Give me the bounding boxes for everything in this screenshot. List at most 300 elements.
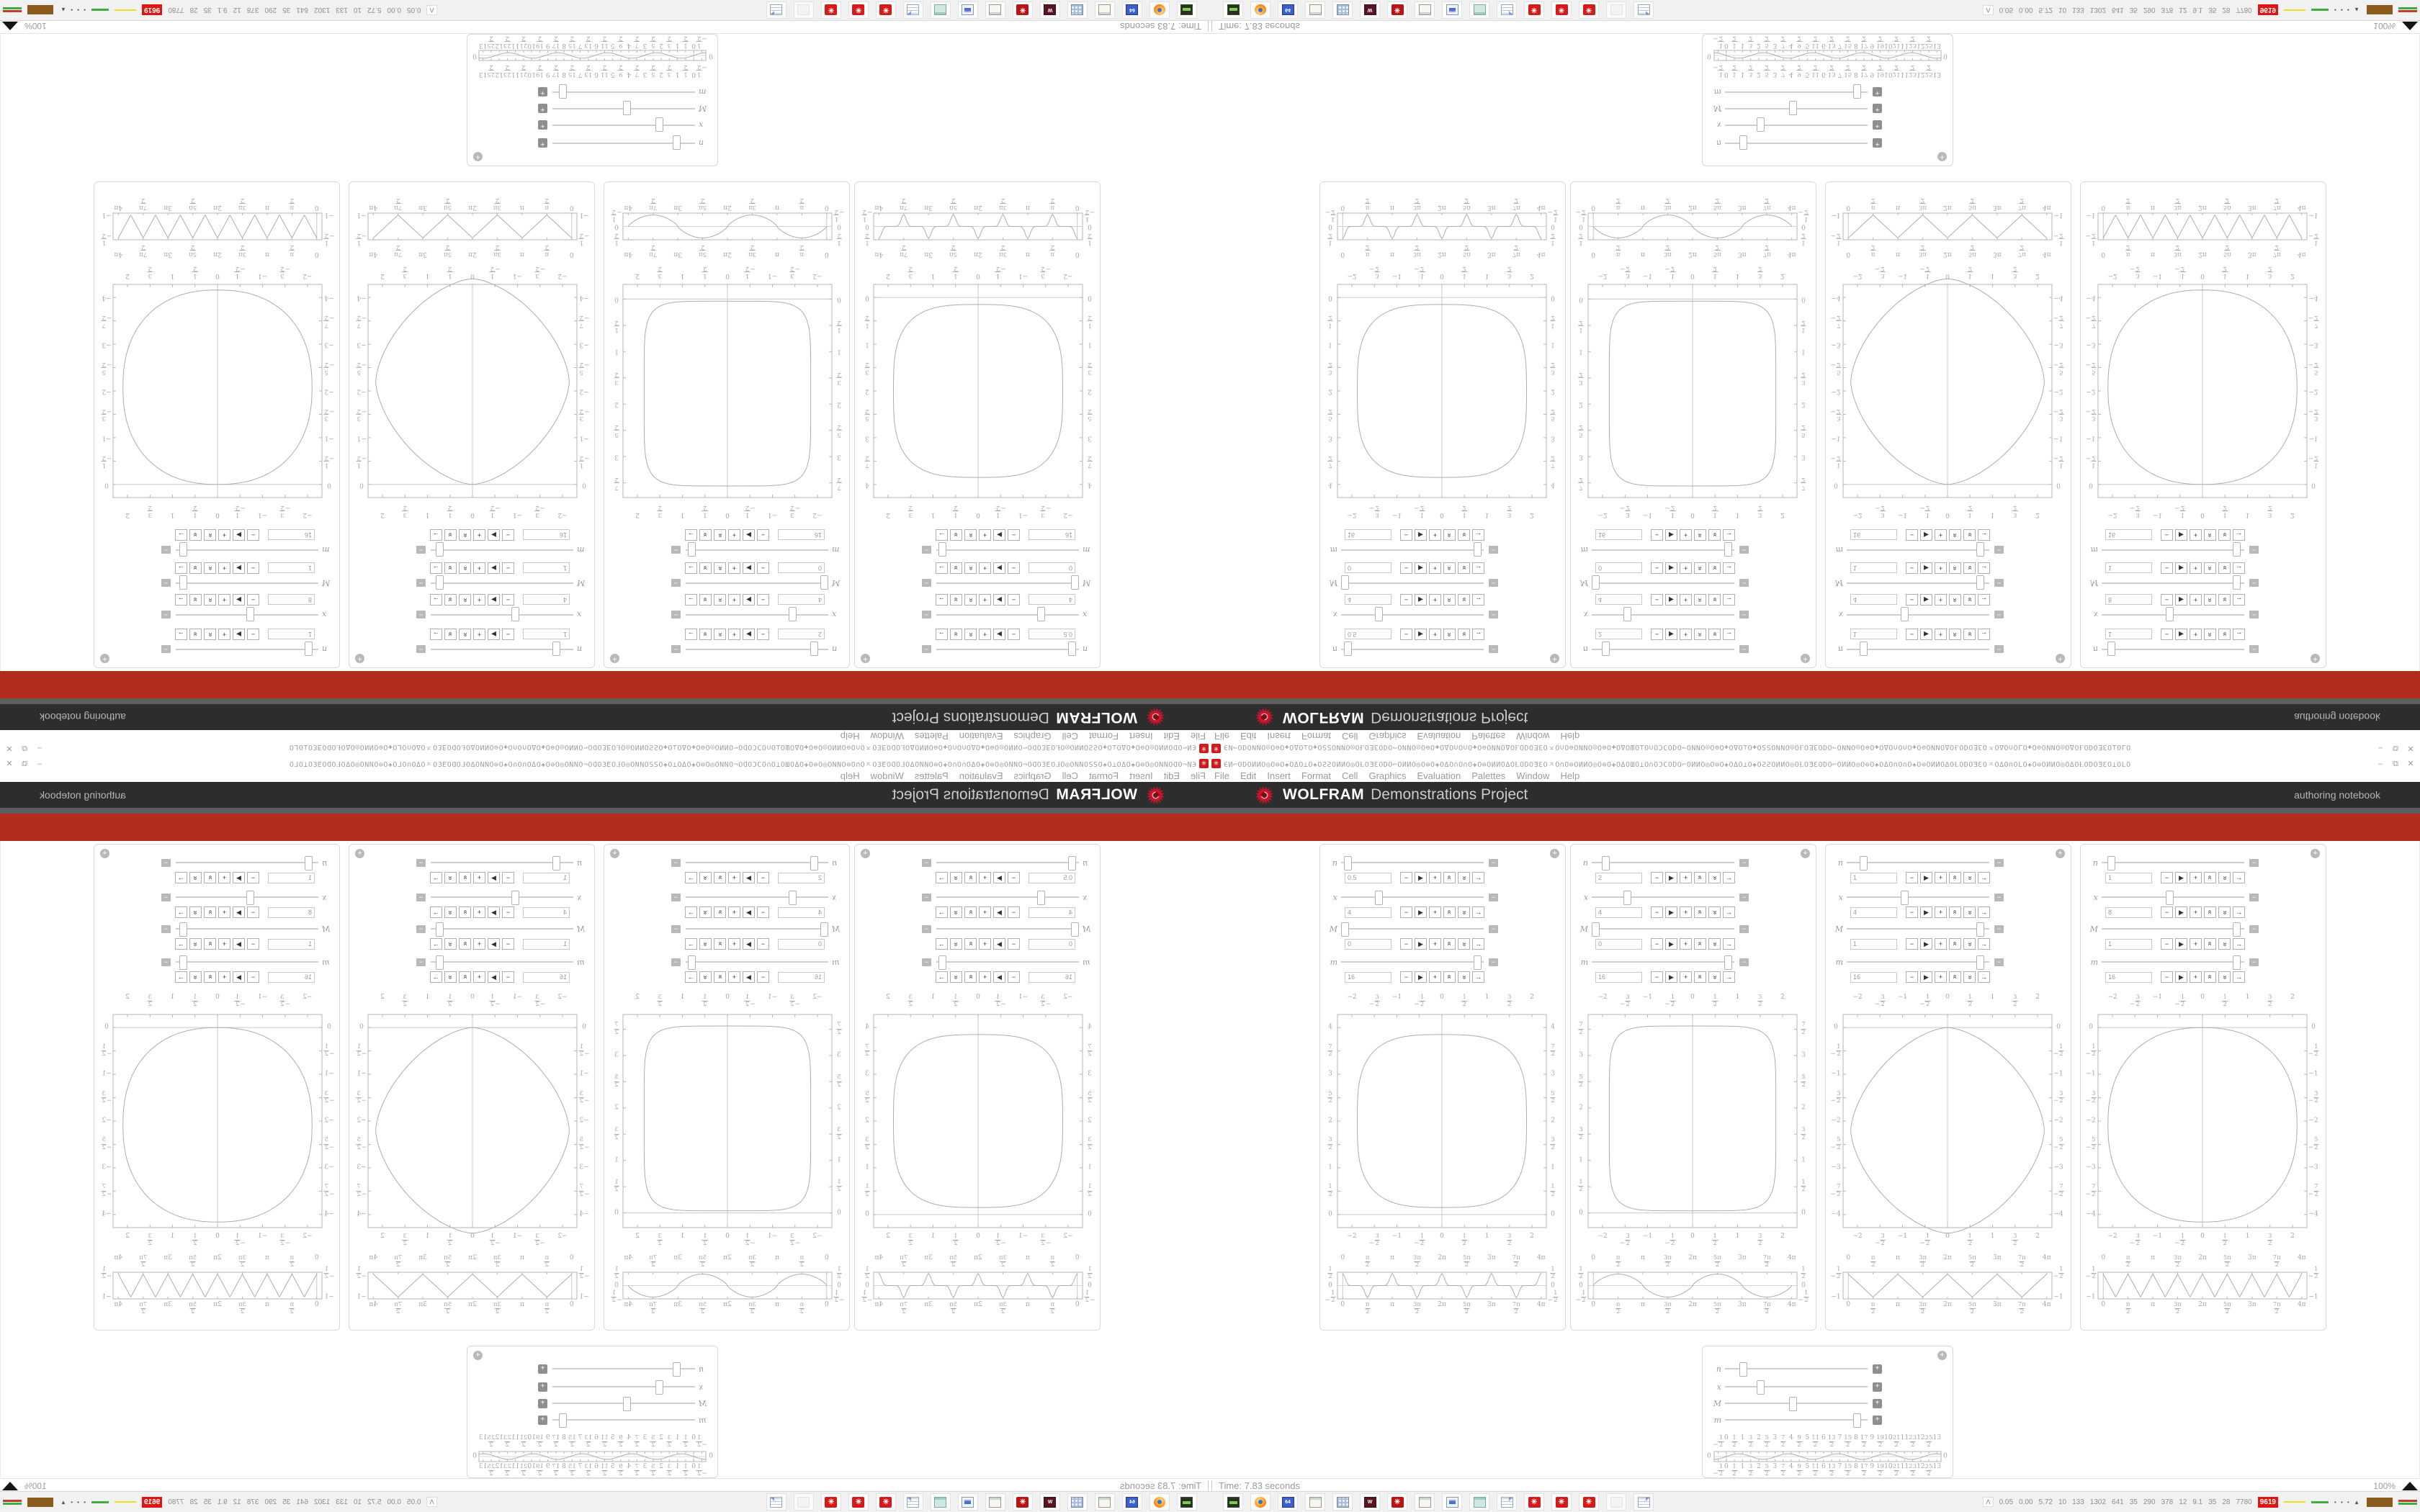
taskbar-icon-document-faded[interactable]: [1606, 1, 1626, 19]
faster-button[interactable]: »: [1694, 971, 1706, 983]
slower-button[interactable]: »: [444, 938, 457, 950]
menu-item-edit[interactable]: Edit: [1163, 731, 1180, 742]
decrement-button[interactable]: −: [757, 629, 769, 640]
taskbar-icon-floppy-64[interactable]: [1278, 1, 1298, 19]
step-forward-button[interactable]: →: [1723, 971, 1735, 983]
slider-track-m[interactable]: [2102, 544, 2244, 557]
slower-button[interactable]: »: [950, 562, 962, 574]
minimize-button[interactable]: –: [2378, 744, 2383, 752]
decrement-button[interactable]: −: [1651, 872, 1663, 883]
play-button[interactable]: ▶: [1665, 938, 1677, 950]
increment-button[interactable]: +: [1935, 971, 1947, 983]
step-forward-button[interactable]: →: [1723, 562, 1735, 574]
taskbar-icon-document-faded[interactable]: [794, 1493, 814, 1511]
tray-expander-icon[interactable]: ᐱ: [1983, 5, 1993, 15]
taskbar-icon-floppy-64[interactable]: [1122, 1, 1142, 19]
increment-button[interactable]: +: [2190, 906, 2202, 918]
taskbar-icon-drive-utility[interactable]: [1223, 1, 1243, 19]
slider-thumb-M[interactable]: [1341, 922, 1349, 937]
slower-button[interactable]: »: [1963, 938, 1976, 950]
step-forward-button[interactable]: →: [936, 872, 948, 883]
faster-button[interactable]: »: [1949, 872, 1961, 883]
step-forward-button[interactable]: →: [1978, 629, 1990, 640]
panel-options-icon[interactable]: +: [861, 849, 870, 858]
slider-thumb-n[interactable]: [1739, 135, 1747, 150]
faster-button[interactable]: »: [714, 594, 726, 606]
panel-options-icon[interactable]: +: [861, 654, 870, 663]
faster-button[interactable]: »: [714, 629, 726, 640]
slider-thumb-x[interactable]: [789, 607, 797, 621]
play-button[interactable]: ▶: [1415, 938, 1427, 950]
decrement-button[interactable]: −: [1651, 938, 1663, 950]
slider-thumb-x[interactable]: [1623, 607, 1631, 621]
collapse-controls-button[interactable]: −: [2249, 611, 2259, 619]
taskbar-icon-mathematica-rosette[interactable]: [821, 1493, 841, 1511]
play-button[interactable]: ▶: [1415, 906, 1427, 918]
collapse-controls-button[interactable]: −: [1739, 958, 1749, 966]
slider-track-x[interactable]: [936, 608, 1079, 621]
increment-button[interactable]: +: [473, 938, 485, 950]
step-forward-button[interactable]: →: [1978, 938, 1990, 950]
collapse-controls-button[interactable]: −: [416, 859, 426, 867]
taskbar-icon-firefox[interactable]: [1150, 1493, 1170, 1511]
slider-thumb-n[interactable]: [810, 856, 818, 870]
taskbar-icon-document-blue-2[interactable]: [766, 1493, 786, 1511]
slider-thumb-x[interactable]: [246, 607, 254, 621]
slider-track-n[interactable]: [552, 137, 695, 150]
menu-item-help[interactable]: Help: [1560, 731, 1580, 742]
taskbar-icon-drive-utility[interactable]: [1177, 1493, 1197, 1511]
slider-track-M[interactable]: [936, 922, 1079, 935]
faster-button[interactable]: »: [459, 629, 471, 640]
play-button[interactable]: ▶: [233, 971, 245, 983]
slider-thumb-m[interactable]: [1474, 955, 1482, 970]
slider-value-input[interactable]: [523, 629, 570, 640]
collapse-controls-button[interactable]: −: [1739, 646, 1749, 654]
taskbar-icon-document-blue[interactable]: [903, 1493, 923, 1511]
faster-button[interactable]: »: [2204, 529, 2216, 541]
slower-button[interactable]: »: [444, 872, 457, 883]
slower-button[interactable]: »: [1963, 562, 1976, 574]
increment-button[interactable]: +: [218, 872, 230, 883]
slower-button[interactable]: »: [950, 594, 962, 606]
increment-button[interactable]: +: [1935, 594, 1947, 606]
slider-value-input[interactable]: [268, 629, 315, 640]
increment-button[interactable]: +: [218, 629, 230, 640]
taskbar-icon-firefox[interactable]: [1250, 1493, 1270, 1511]
increment-button[interactable]: +: [1429, 938, 1441, 950]
play-button[interactable]: ▶: [2175, 971, 2187, 983]
slider-thumb-m[interactable]: [1853, 1413, 1861, 1428]
slider-thumb-x[interactable]: [1901, 891, 1909, 905]
slower-button[interactable]: »: [1963, 906, 1976, 918]
slower-button[interactable]: »: [699, 906, 712, 918]
collapse-controls-button[interactable]: −: [1994, 894, 2004, 901]
slower-button[interactable]: »: [444, 971, 457, 983]
taskbar-icon-notepad[interactable]: [1305, 1493, 1325, 1511]
decrement-button[interactable]: −: [757, 906, 769, 918]
faster-button[interactable]: »: [1443, 562, 1456, 574]
slower-button[interactable]: »: [1458, 594, 1470, 606]
slider-value-input[interactable]: [268, 873, 315, 883]
slider-track-n[interactable]: [2102, 643, 2244, 656]
decrement-button[interactable]: −: [1651, 562, 1663, 574]
slider-track-n[interactable]: [1847, 856, 1989, 869]
slower-button[interactable]: »: [1708, 529, 1721, 541]
taskbar-icon-notepad-teal[interactable]: [1469, 1493, 1489, 1511]
slider-track-n[interactable]: [686, 643, 828, 656]
slider-thumb-M[interactable]: [436, 922, 444, 937]
close-button[interactable]: ✕: [2407, 744, 2414, 752]
play-button[interactable]: ▶: [488, 938, 500, 950]
panel-options-icon[interactable]: +: [355, 849, 364, 858]
play-button[interactable]: ▶: [743, 938, 755, 950]
step-forward-button[interactable]: →: [685, 629, 697, 640]
faster-button[interactable]: »: [204, 529, 216, 541]
collapse-controls-button[interactable]: −: [922, 580, 931, 588]
faster-button[interactable]: »: [1694, 872, 1706, 883]
increment-button[interactable]: +: [473, 562, 485, 574]
play-button[interactable]: ▶: [1920, 594, 1932, 606]
decrement-button[interactable]: −: [1400, 594, 1412, 606]
slider-value-input[interactable]: [1595, 939, 1642, 950]
expand-controls-button[interactable]: +: [1873, 104, 1882, 114]
slider-value-input[interactable]: [1028, 939, 1075, 950]
slider-track-n[interactable]: [1592, 643, 1734, 656]
slider-thumb-m[interactable]: [1724, 955, 1732, 970]
play-button[interactable]: ▶: [1415, 529, 1427, 541]
slider-value-input[interactable]: [1850, 907, 1897, 918]
collapse-controls-button[interactable]: −: [922, 646, 931, 654]
slider-value-input[interactable]: [268, 907, 315, 918]
collapse-controls-button[interactable]: −: [1994, 925, 2004, 933]
slider-value-input[interactable]: [2105, 873, 2152, 883]
slider-thumb-m[interactable]: [1474, 542, 1482, 557]
collapse-controls-button[interactable]: −: [416, 546, 426, 554]
slider-track-n[interactable]: [1592, 856, 1734, 869]
collapse-controls-button[interactable]: −: [161, 859, 171, 867]
slider-value-input[interactable]: [1850, 595, 1897, 606]
play-button[interactable]: ▶: [993, 906, 1005, 918]
increment-button[interactable]: +: [1680, 906, 1692, 918]
menu-item-edit[interactable]: Edit: [1240, 731, 1257, 742]
decrement-button[interactable]: −: [1651, 971, 1663, 983]
slower-button[interactable]: »: [1708, 629, 1721, 640]
increment-button[interactable]: +: [1429, 906, 1441, 918]
slower-button[interactable]: »: [950, 529, 962, 541]
slider-value-input[interactable]: [1028, 873, 1075, 883]
collapse-controls-button[interactable]: −: [161, 925, 171, 933]
collapse-controls-button[interactable]: −: [416, 925, 426, 933]
slider-thumb-M[interactable]: [1592, 922, 1600, 937]
step-forward-button[interactable]: →: [2233, 872, 2245, 883]
slider-thumb-n[interactable]: [305, 856, 313, 870]
slider-track-x[interactable]: [936, 891, 1079, 904]
slider-track-x[interactable]: [1341, 608, 1484, 621]
play-button[interactable]: ▶: [1415, 872, 1427, 883]
slider-thumb-m[interactable]: [1724, 542, 1732, 557]
slower-button[interactable]: »: [950, 629, 962, 640]
slower-button[interactable]: »: [444, 594, 457, 606]
slider-track-m[interactable]: [1592, 955, 1734, 968]
play-button[interactable]: ▶: [233, 629, 245, 640]
slider-value-input[interactable]: [1028, 972, 1075, 983]
menu-item-format[interactable]: Format: [1088, 731, 1119, 742]
collapse-controls-button[interactable]: −: [2249, 546, 2259, 554]
panel-options-icon[interactable]: +: [2056, 849, 2065, 858]
increment-button[interactable]: +: [1680, 938, 1692, 950]
slider-value-input[interactable]: [778, 939, 825, 950]
slider-thumb-M[interactable]: [623, 101, 631, 115]
step-forward-button[interactable]: →: [1978, 906, 1990, 918]
slider-thumb-x[interactable]: [2166, 891, 2174, 905]
menu-item-window[interactable]: Window: [1516, 770, 1550, 781]
decrement-button[interactable]: −: [2161, 629, 2173, 640]
play-button[interactable]: ▶: [1920, 938, 1932, 950]
play-button[interactable]: ▶: [1665, 562, 1677, 574]
slider-value-input[interactable]: [778, 563, 825, 574]
step-forward-button[interactable]: →: [685, 529, 697, 541]
play-button[interactable]: ▶: [1415, 629, 1427, 640]
slider-track-x[interactable]: [1847, 891, 1989, 904]
increment-button[interactable]: +: [2190, 629, 2202, 640]
slider-thumb-n[interactable]: [810, 642, 818, 656]
slider-thumb-n[interactable]: [552, 856, 560, 870]
increment-button[interactable]: +: [1429, 872, 1441, 883]
faster-button[interactable]: »: [964, 562, 977, 574]
faster-button[interactable]: »: [1694, 594, 1706, 606]
menu-item-format[interactable]: Format: [1301, 731, 1332, 742]
slider-value-input[interactable]: [1850, 873, 1897, 883]
slider-track-M[interactable]: [936, 577, 1079, 590]
slider-track-M[interactable]: [1847, 922, 1989, 935]
faster-button[interactable]: »: [204, 629, 216, 640]
faster-button[interactable]: »: [204, 938, 216, 950]
increment-button[interactable]: +: [728, 562, 740, 574]
decrement-button[interactable]: −: [1400, 938, 1412, 950]
taskbar-icon-floppy-64[interactable]: [1278, 1493, 1298, 1511]
expand-controls-button[interactable]: +: [538, 1399, 547, 1408]
collapse-controls-button[interactable]: −: [1994, 580, 2004, 588]
slider-value-input[interactable]: [778, 530, 825, 541]
expand-controls-button[interactable]: +: [1873, 1382, 1882, 1392]
menu-item-palettes[interactable]: Palettes: [914, 731, 949, 742]
decrement-button[interactable]: −: [1008, 971, 1020, 983]
slower-button[interactable]: »: [950, 872, 962, 883]
increment-button[interactable]: +: [728, 906, 740, 918]
slider-track-n[interactable]: [936, 856, 1079, 869]
slider-track-x[interactable]: [2102, 608, 2244, 621]
faster-button[interactable]: »: [459, 971, 471, 983]
slider-value-input[interactable]: [2105, 972, 2152, 983]
decrement-button[interactable]: −: [1400, 629, 1412, 640]
taskbar-icon-mathematica-gear[interactable]: [1387, 1493, 1407, 1511]
increment-button[interactable]: +: [1429, 529, 1441, 541]
slider-track-n[interactable]: [176, 643, 318, 656]
decrement-button[interactable]: −: [1400, 906, 1412, 918]
taskbar-icon-drive-utility[interactable]: [1223, 1493, 1243, 1511]
slider-track-M[interactable]: [2102, 922, 2244, 935]
increment-button[interactable]: +: [728, 971, 740, 983]
slower-button[interactable]: »: [1963, 971, 1976, 983]
slider-thumb-x[interactable]: [1375, 891, 1383, 905]
slider-value-input[interactable]: [1595, 563, 1642, 574]
decrement-button[interactable]: −: [502, 906, 514, 918]
decrement-button[interactable]: −: [502, 872, 514, 883]
slider-value-input[interactable]: [1595, 595, 1642, 606]
panel-options-icon[interactable]: +: [1937, 1351, 1947, 1360]
slider-track-m[interactable]: [552, 86, 695, 99]
panel-options-icon[interactable]: +: [610, 654, 619, 663]
slower-button[interactable]: »: [2218, 629, 2231, 640]
collapse-controls-button[interactable]: −: [671, 646, 681, 654]
play-button[interactable]: ▶: [488, 906, 500, 918]
faster-button[interactable]: »: [2204, 938, 2216, 950]
play-button[interactable]: ▶: [488, 562, 500, 574]
expand-controls-button[interactable]: +: [538, 1364, 547, 1374]
decrement-button[interactable]: −: [1906, 971, 1918, 983]
faster-button[interactable]: »: [1443, 594, 1456, 606]
collapse-controls-button[interactable]: −: [1994, 958, 2004, 966]
step-forward-button[interactable]: →: [175, 529, 187, 541]
decrement-button[interactable]: −: [2161, 938, 2173, 950]
step-forward-button[interactable]: →: [175, 594, 187, 606]
slider-track-M[interactable]: [1725, 102, 1868, 115]
slower-button[interactable]: »: [2218, 971, 2231, 983]
increment-button[interactable]: +: [1935, 529, 1947, 541]
faster-button[interactable]: »: [2204, 629, 2216, 640]
collapse-controls-button[interactable]: −: [1489, 580, 1498, 588]
play-button[interactable]: ▶: [1415, 971, 1427, 983]
decrement-button[interactable]: −: [757, 938, 769, 950]
slider-track-x[interactable]: [686, 608, 828, 621]
increment-button[interactable]: +: [218, 562, 230, 574]
decrement-button[interactable]: −: [1008, 629, 1020, 640]
magnification-level[interactable]: 100%: [24, 21, 47, 32]
slider-thumb-n[interactable]: [1068, 856, 1076, 870]
slider-thumb-m[interactable]: [1976, 955, 1984, 970]
menu-item-graphics[interactable]: Graphics: [1013, 770, 1052, 781]
panel-options-icon[interactable]: +: [2311, 654, 2320, 663]
faster-button[interactable]: »: [2204, 872, 2216, 883]
collapse-controls-button[interactable]: −: [1739, 546, 1749, 554]
slower-button[interactable]: »: [189, 906, 202, 918]
slider-track-M[interactable]: [1847, 577, 1989, 590]
play-button[interactable]: ▶: [233, 529, 245, 541]
taskbar-icon-mathematica-gear[interactable]: [1013, 1, 1033, 19]
menu-item-insert[interactable]: Insert: [1129, 770, 1153, 781]
increment-button[interactable]: +: [1935, 938, 1947, 950]
slider-thumb-x[interactable]: [1037, 607, 1045, 621]
menu-item-edit[interactable]: Edit: [1163, 770, 1180, 781]
step-forward-button[interactable]: →: [2233, 594, 2245, 606]
play-button[interactable]: ▶: [233, 594, 245, 606]
slider-track-x[interactable]: [1592, 891, 1734, 904]
increment-button[interactable]: +: [1429, 971, 1441, 983]
slower-button[interactable]: »: [1963, 529, 1976, 541]
increment-button[interactable]: +: [728, 629, 740, 640]
faster-button[interactable]: »: [204, 562, 216, 574]
panel-options-icon[interactable]: +: [2311, 849, 2320, 858]
faster-button[interactable]: »: [1443, 629, 1456, 640]
taskbar-icon-mathematica-rosette[interactable]: [876, 1493, 896, 1511]
slider-track-M[interactable]: [431, 922, 573, 935]
decrement-button[interactable]: −: [757, 529, 769, 541]
slider-thumb-M[interactable]: [820, 922, 828, 937]
faster-button[interactable]: »: [1694, 938, 1706, 950]
expand-controls-button[interactable]: +: [1873, 139, 1882, 148]
menu-item-insert[interactable]: Insert: [1267, 770, 1291, 781]
slider-thumb-n[interactable]: [1068, 642, 1076, 656]
slider-track-M[interactable]: [686, 577, 828, 590]
slider-track-n[interactable]: [1847, 643, 1989, 656]
collapse-controls-button[interactable]: −: [922, 546, 931, 554]
increment-button[interactable]: +: [1935, 872, 1947, 883]
menu-item-evaluation[interactable]: Evaluation: [959, 731, 1003, 742]
collapse-controls-button[interactable]: −: [922, 611, 931, 619]
menu-item-evaluation[interactable]: Evaluation: [1417, 770, 1461, 781]
decrement-button[interactable]: −: [502, 529, 514, 541]
slider-value-input[interactable]: [268, 972, 315, 983]
taskbar-icon-calculator[interactable]: [1332, 1, 1353, 19]
step-forward-button[interactable]: →: [936, 529, 948, 541]
slider-track-M[interactable]: [552, 1397, 695, 1410]
increment-button[interactable]: +: [218, 938, 230, 950]
increment-button[interactable]: +: [1429, 562, 1441, 574]
slider-track-M[interactable]: [1592, 577, 1734, 590]
slider-track-n[interactable]: [1725, 137, 1868, 150]
step-forward-button[interactable]: →: [936, 938, 948, 950]
menu-item-cell[interactable]: Cell: [1342, 731, 1358, 742]
slider-thumb-n[interactable]: [1602, 642, 1610, 656]
step-forward-button[interactable]: →: [1978, 872, 1990, 883]
slider-value-input[interactable]: [268, 563, 315, 574]
slider-value-input[interactable]: [523, 972, 570, 983]
slider-value-input[interactable]: [1345, 907, 1392, 918]
slider-track-m[interactable]: [431, 955, 573, 968]
slider-thumb-n[interactable]: [2107, 642, 2115, 656]
slider-value-input[interactable]: [2105, 629, 2152, 640]
collapse-controls-button[interactable]: −: [1739, 611, 1749, 619]
slower-button[interactable]: »: [2218, 529, 2231, 541]
slider-value-input[interactable]: [268, 530, 315, 541]
taskbar-icon-document-blue[interactable]: [903, 1, 923, 19]
step-forward-button[interactable]: →: [2233, 629, 2245, 640]
increment-button[interactable]: +: [1680, 594, 1692, 606]
taskbar-icon-wordperfect[interactable]: [1360, 1, 1380, 19]
slower-button[interactable]: »: [2218, 594, 2231, 606]
slower-button[interactable]: »: [189, 872, 202, 883]
increment-button[interactable]: +: [979, 872, 991, 883]
faster-button[interactable]: »: [714, 971, 726, 983]
slower-button[interactable]: »: [1458, 629, 1470, 640]
taskbar-icon-mathematica-rosette[interactable]: [1551, 1493, 1572, 1511]
slower-button[interactable]: »: [189, 971, 202, 983]
slider-thumb-x[interactable]: [1375, 607, 1383, 621]
resize-grip-icon[interactable]: [2, 22, 18, 31]
slider-value-input[interactable]: [1028, 563, 1075, 574]
decrement-button[interactable]: −: [1008, 906, 1020, 918]
collapse-controls-button[interactable]: −: [1489, 611, 1498, 619]
taskbar-icon-document-faded[interactable]: [794, 1, 814, 19]
decrement-button[interactable]: −: [1651, 906, 1663, 918]
expand-controls-button[interactable]: +: [1873, 121, 1882, 130]
play-button[interactable]: ▶: [2175, 562, 2187, 574]
slider-thumb-m[interactable]: [2233, 955, 2241, 970]
increment-button[interactable]: +: [2190, 872, 2202, 883]
slider-value-input[interactable]: [2105, 595, 2152, 606]
play-button[interactable]: ▶: [993, 938, 1005, 950]
